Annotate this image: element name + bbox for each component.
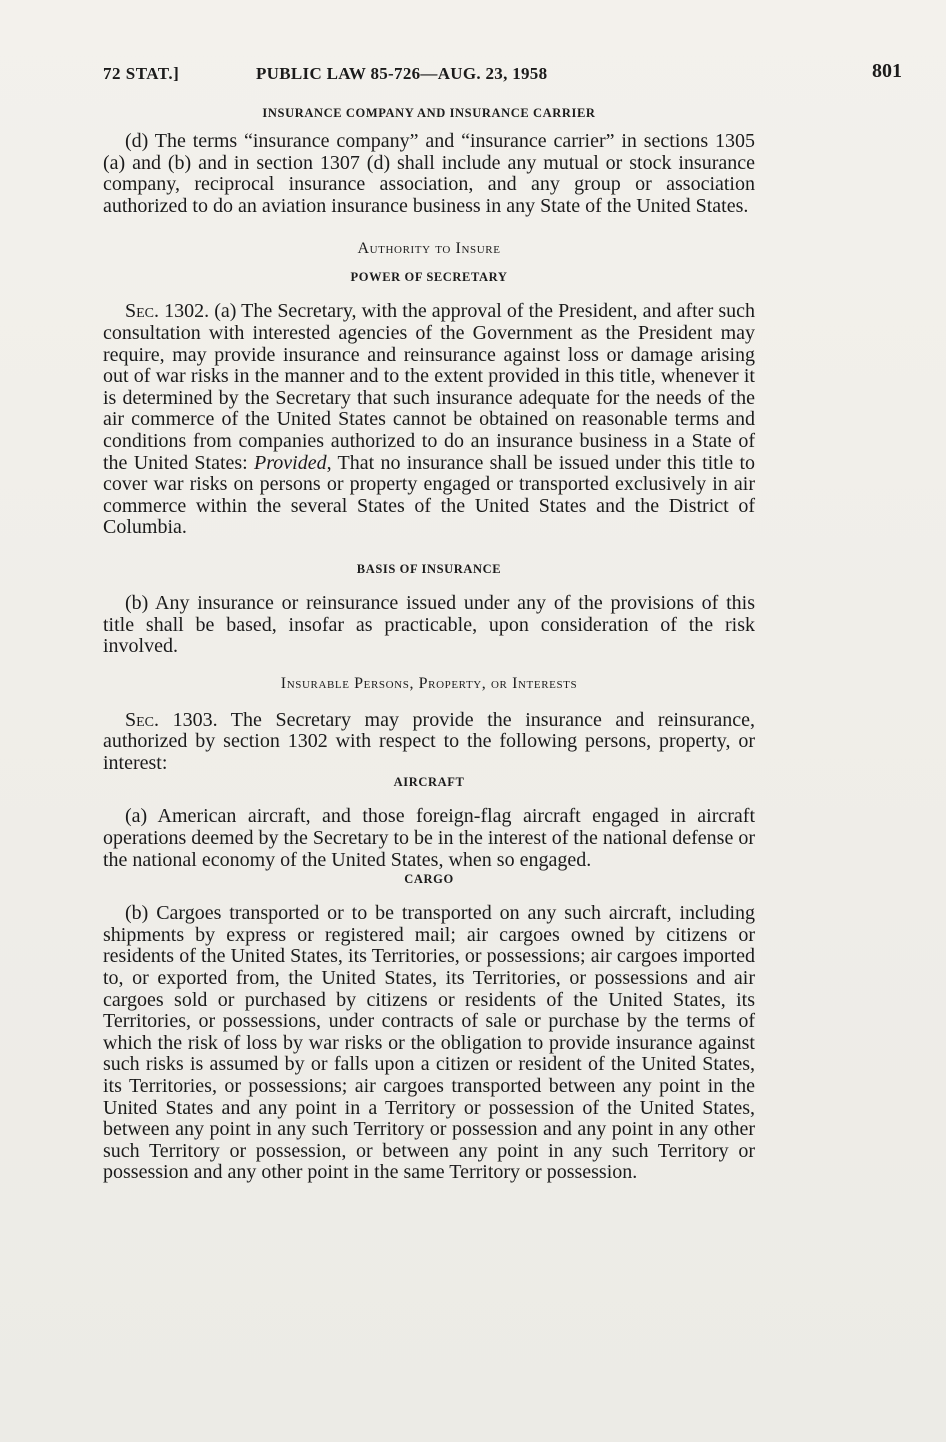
paragraph-insurance-company-definition: (d) The terms “insurance company” and “insurance carrier” in sections 1305 (a) and (b) and in section 1307 (d) shall include any mutual or stock insurance company, reciprocal insurance association, and any group or association authorized to do an aviation insurance business in any State of the United States. [103, 130, 755, 217]
paragraph-cargo: (b) Cargoes transported or to be transported on any such aircraft, including shipments by express or registered mail; air cargoes owned by citizens or residents of the United States, its Territories, or possessions; air cargoes imported to, or exported from, the United States, its Territories, or possessions and air cargoes sold or purchased by citizens or residents of the United States, its Territories, or possessions, under contracts of sale or purchase by the terms of which the risk of loss by war risks or the obligation to provide insurance against such risks is assumed by or falls upon a citizen or resident of the United States, its Territories, or possessions; air cargoes transported between any point in the United States and any point in a Territory or possession of the United States, between any point in any such Territory or possession and any point in any other such Territory or possession, or between any point in any such Territory or possession and any other point in the same Territory or possession. [103, 902, 755, 1184]
section-title-authority-to-insure: Authority to Insure [357, 240, 501, 258]
paragraph-sec-1303 [103, 710, 755, 775]
paragraph-sec-1302-a [103, 301, 755, 539]
paragraph-text: The Secretary may provide the insurance and reinsurance, authorized by section 1302 with respect to the following persons, property, or interest: [103, 708, 755, 774]
section-heading-power-of-secretary: POWER OF SECRETARY [350, 270, 508, 285]
section-heading-insurance-company: INSURANCE COMPANY AND INSURANCE CARRIER [262, 106, 596, 120]
section-heading-aircraft: AIRCRAFT [393, 775, 465, 790]
section-heading-basis-of-insurance: BASIS OF INSURANCE [356, 561, 502, 576]
section-heading-cargo: CARGO [404, 872, 454, 887]
document-body [103, 105, 755, 1184]
law-citation: PUBLIC LAW 85-726—AUG. 23, 1958 [256, 64, 548, 83]
section-number-1303: Sec. 1303. [125, 708, 218, 731]
section-title-insurable-persons: Insurable Persons, Property, or Interests [280, 674, 578, 692]
provided-term: Provided [254, 451, 327, 474]
section-number-1302: Sec. 1302. [125, 300, 210, 323]
statute-volume: 72 STAT.] [103, 64, 180, 83]
page-number: 801 [872, 60, 902, 82]
paragraph-text: , That no insurance shall be issued under this title to cover war risks on persons or property engaged or transported exclusively in air commerce within the several States of the United States and the District of Columbia. [103, 451, 756, 539]
paragraph-text: (a) The Secretary, with the approval of the President, and after such consultation with interested agencies of the Government as the President may require, may provide insurance and reinsurance against loss or damage arising out of war risks in the manner and to the extent provided in this title, whenever it is determined by the Secretary that such insurance adequate for the needs of the air commerce of the United States cannot be obtained on reasonable terms and conditions from companies authorized to do an insurance business in a State of the United States: [103, 300, 756, 474]
paragraph-aircraft: (a) American aircraft, and those foreign-flag aircraft engaged in aircraft operations deemed by the Secretary to be in the interest of the national defense or the national economy of the United States, when so engaged. [103, 805, 755, 871]
page-header [103, 60, 902, 90]
paragraph-basis-of-insurance: (b) Any insurance or reinsurance issued under any of the provisions of this title shall be based, insofar as practicable, upon consideration of the risk involved. [103, 591, 755, 658]
